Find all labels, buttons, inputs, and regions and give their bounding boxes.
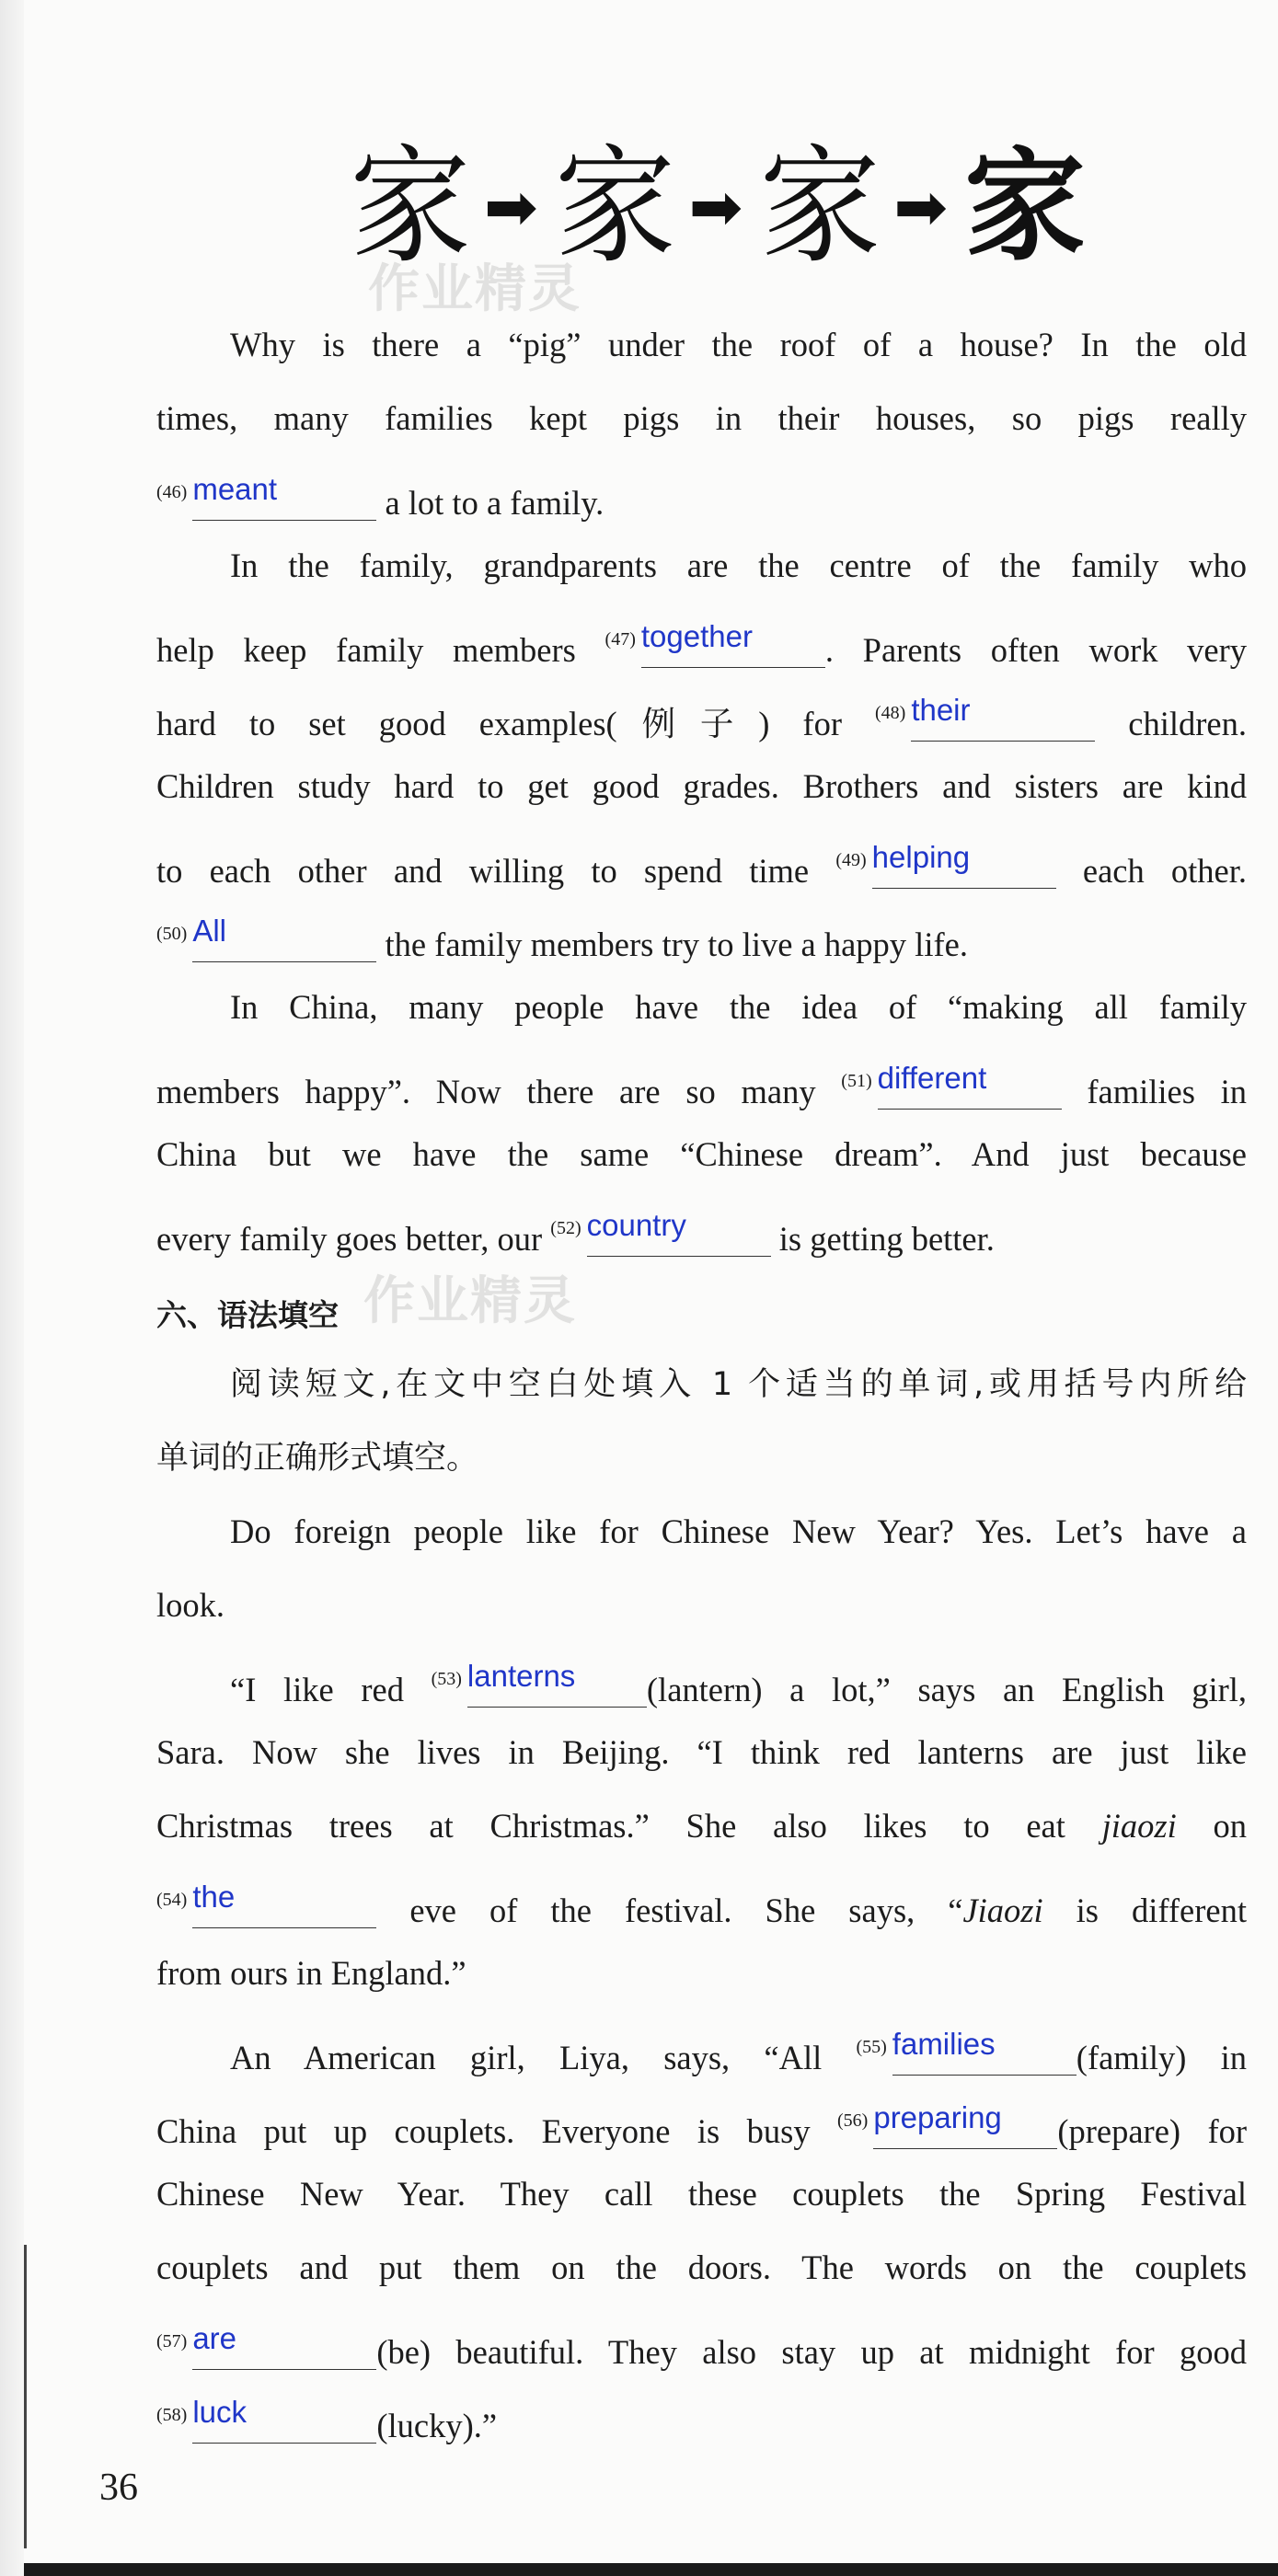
answer-text: together [640,619,753,653]
passage1-line: In China, many people have the idea of “making all family [230,988,1247,1026]
question-number: (57) [156,2331,188,2352]
question-number: (50) [156,924,188,944]
passage2-line: $^{(54)}$ the eve of the festival. She says, “Jiaozi is different [156,1880,1247,1929]
page-edge-shadow [0,0,24,2576]
answer-blank[interactable] [586,1208,771,1257]
answer-blank[interactable] [892,2027,1077,2076]
question-number: (52) [550,1218,581,1238]
passage1-line: In the family, grandparents are the centre of the family who [230,546,1247,584]
passage1-line: Why is there a “pig” under the roof of a house? In the old [230,326,1247,363]
passage1-line: $^{(50)}$ All the family members try to live a happy life. [156,914,968,963]
passage2-line: Chinese New Year. They call these couplets the Spring Festival [156,2175,1247,2213]
seal-glyph: 家 [759,132,878,282]
passage2-line: “I like red $^{(53)}$ lanterns (lantern) a lot,” says an English girl, [230,1659,1248,1708]
answer-text: families [892,2027,996,2061]
scan-bottom-bar [24,2563,1278,2576]
answer-text: their [911,693,971,727]
question-number: (54) [156,1890,188,1910]
passage2-line: An American girl, Liya, says, “All $^{(55)}$ families (family) in [230,2027,1247,2076]
answer-text: the [192,1880,236,1914]
answer-text: helping [871,840,971,874]
answer-text: country [586,1208,686,1242]
answer-blank[interactable] [192,2321,376,2370]
answer-blank[interactable] [640,619,825,668]
answer-text: luck [192,2395,248,2429]
instruction-line: 单词的正确形式填空。 [156,1440,479,1477]
passage1-line: help keep family members $^{(47)}$ together . Parents often work very [156,619,1248,669]
watermark: 作业精灵 [368,259,581,319]
question-number: (55) [856,2037,887,2057]
question-number: (47) [604,629,636,650]
passage1-line: members happy”. Now there are so many $^{(51)}$ different families in [156,1061,1248,1110]
watermark: 作业精灵 [363,1271,577,1331]
passage2-line: $^{(58)}$ luck (lucky).” [156,2395,498,2444]
passage1-line: to each other and willing to spend time $^{(49)}$ helping each other. [156,840,1248,890]
answer-text: lanterns [466,1659,576,1693]
passage1-line: every family goes better, our $^{(52)}$ country is getting better. [156,1208,995,1258]
answer-blank[interactable] [192,1880,376,1928]
question-number: (46) [156,482,188,502]
question-number: (49) [835,850,867,870]
arrow-right-icon: ➡ [893,169,948,245]
passage2-line: Sara. Now she lives in Beijing. “I think red lanterns are just like [156,1733,1247,1771]
bronze-glyph: 家 [554,132,673,282]
passage2-line: from ours in England.” [156,1954,466,1992]
instruction-line: 阅读短文,在文中空白处填入 1 个适当的单词,或用括号内所给 [230,1366,1247,1403]
passage2-line: China put up couplets. Everyone is busy $^{(56)}$ preparing (prepare) for [156,2100,1248,2150]
answer-text: meant [192,472,278,506]
question-number: (56) [837,2110,869,2131]
modern-glyph: 家 [963,135,1086,278]
arrow-right-icon: ➡ [484,169,538,245]
answer-blank[interactable] [911,693,1095,742]
answer-text: are [192,2321,237,2355]
scan-artifact-line [24,2245,27,2548]
answer-blank[interactable] [877,1061,1062,1110]
answer-blank[interactable] [192,914,376,962]
page-number: 36 [99,2467,138,2509]
passage2-line: Do foreign people like for Chinese New Year? Yes. Let’s have a [230,1512,1247,1550]
question-number: (53) [431,1669,462,1689]
arrow-right-icon: ➡ [688,169,743,245]
passage1-line: hard to set good examples(例子) for $^{(48)}$ their children. [156,693,1248,742]
answer-text: preparing [873,2100,1002,2134]
passage2-line: couplets and put them on the doors. The words on the couplets [156,2248,1247,2286]
passage1-line: times, many families kept pigs in their houses, so pigs really [156,399,1247,437]
oracle-glyph: 家 [350,132,467,282]
answer-blank[interactable] [466,1659,647,1708]
passage2-line: Christmas trees at Christmas.” She also likes to eat jiaozi on [156,1807,1248,1845]
passage1-line: $^{(46)}$ meant a lot to a family. [156,472,604,522]
question-number: (58) [156,2405,188,2425]
passage1-line: China but we have the same “Chinese dream”. And just because [156,1135,1247,1173]
answer-blank[interactable] [873,2100,1057,2149]
answer-blank[interactable] [871,840,1056,889]
passage2-line: look. [156,1586,225,1624]
section-title: 六、语法填空 [156,1297,339,1333]
passage2-line: $^{(57)}$ are (be) beautiful. They also stay up at midnight for good [156,2321,1247,2371]
passage1-line: Children study hard to get good grades. Brothers and sisters are kind [156,767,1247,805]
question-number: (51) [841,1071,872,1091]
answer-text: All [192,914,227,948]
answer-blank[interactable] [192,472,376,521]
question-number: (48) [874,703,906,723]
answer-text: different [877,1061,987,1095]
